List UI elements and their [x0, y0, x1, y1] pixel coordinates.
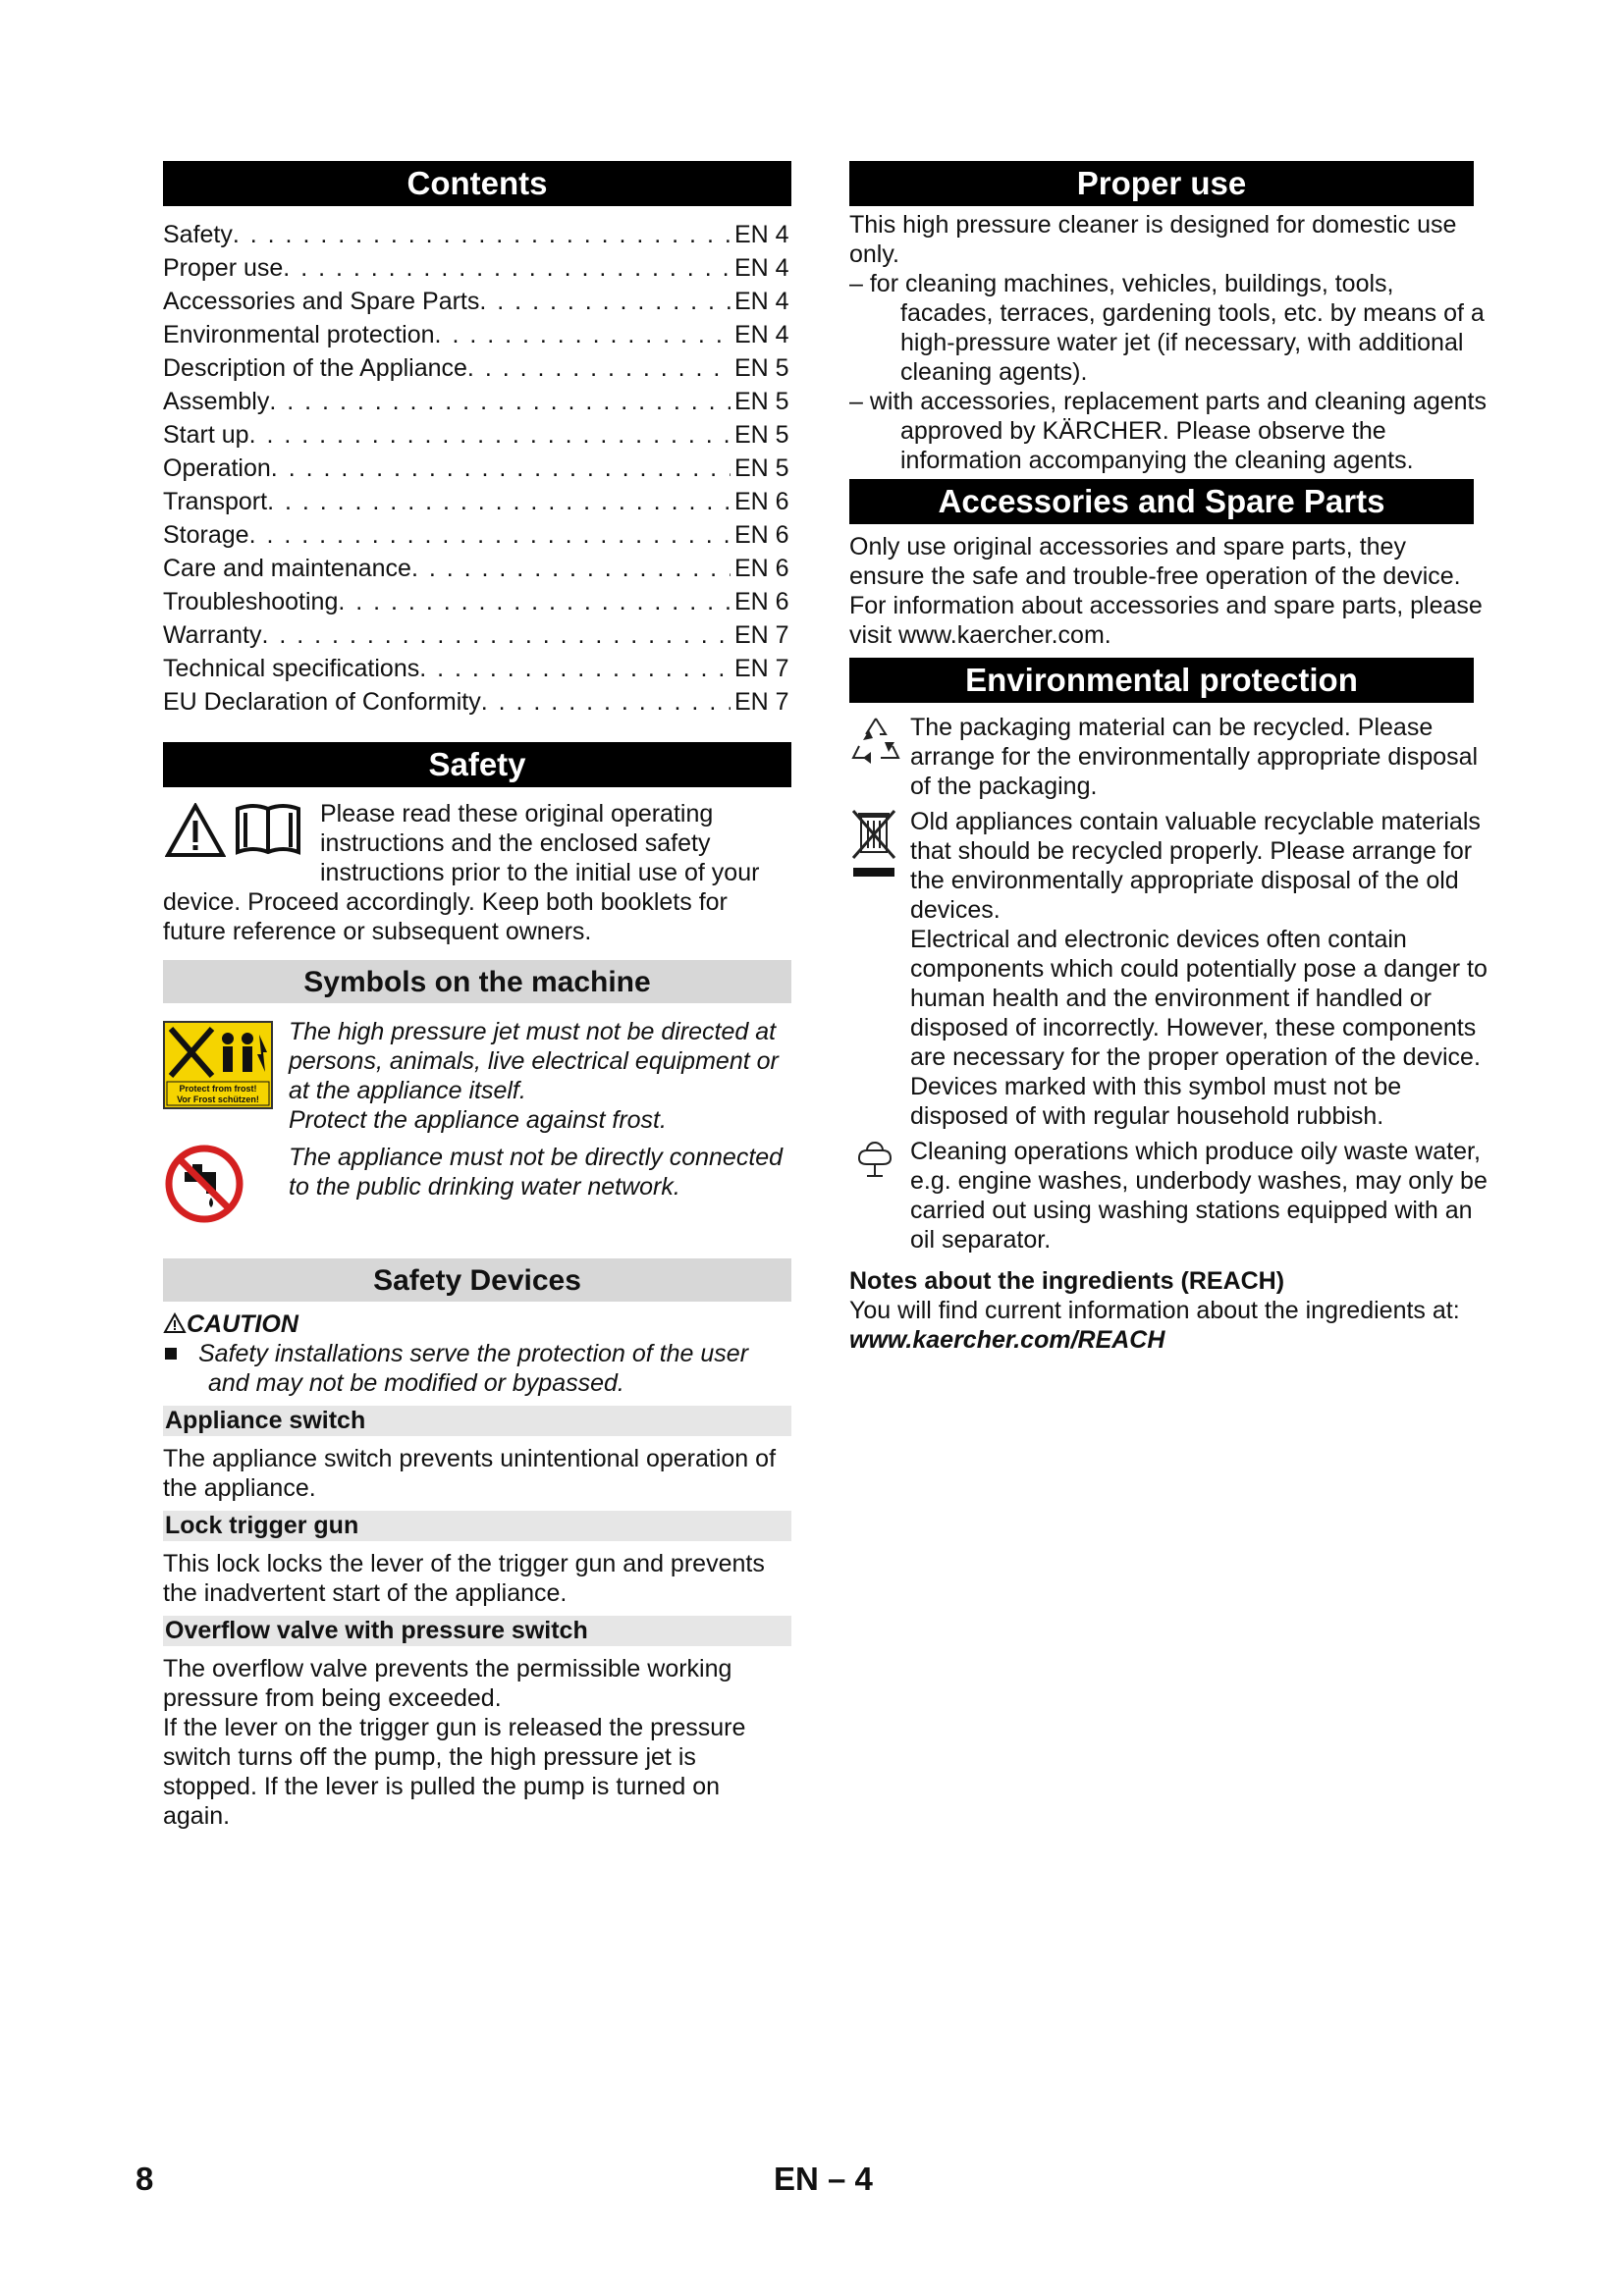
frost-label-de: Vor Frost schützen!: [177, 1095, 259, 1104]
toc-leader-dots: [435, 318, 731, 351]
warning-triangle-icon: [165, 803, 226, 858]
toc-leader-dots: [479, 285, 731, 318]
symbol-item1b-text: Protect the appliance against frost.: [289, 1106, 667, 1134]
safety-intro: [163, 799, 791, 946]
toc-page: EN 7: [734, 621, 789, 649]
toc-row: [163, 418, 791, 452]
env-oily-water: [849, 1137, 1488, 1255]
symbol-item1-text: The high pressure jet must not be directed at persons, animals, live electrical equipment or at the appliance itself.: [289, 1018, 779, 1104]
proper-use-intro: This high pressure cleaner is designed for domestic use only.: [849, 211, 1457, 268]
toc-leader-dots: [419, 652, 731, 685]
appliance-switch-heading: Appliance switch: [163, 1406, 791, 1436]
reach-text: You will find current information about the ingredients at:: [849, 1297, 1460, 1324]
recycle-icon: [849, 713, 902, 773]
toc-label: Assembly: [163, 388, 270, 415]
toc-label: Transport: [163, 488, 268, 515]
toc-row: [163, 218, 791, 251]
toc-page: EN 6: [734, 521, 789, 549]
env-old-appliances-text: Old appliances contain valuable recyclable materials that should be recycled properly. Please arrange for the environmentally appropriate disposal of the old devices.: [910, 808, 1481, 924]
toc-row: [163, 618, 791, 652]
toc-label: Safety: [163, 221, 233, 248]
symbols-list: [163, 1017, 791, 1231]
caution-text: Safety installations serve the protection of the user and may not be modified or bypassed.: [198, 1340, 749, 1397]
symbol-item-drinking-water: [163, 1143, 791, 1231]
environment-heading: Environmental protection: [849, 658, 1474, 703]
toc-leader-dots: [338, 585, 731, 618]
page-label: EN – 4: [774, 2161, 873, 2197]
accessories-heading: Accessories and Spare Parts: [849, 479, 1474, 524]
toc-label: Troubleshooting: [163, 588, 339, 615]
toc-page: EN 4: [734, 321, 789, 348]
toc-leader-dots: [249, 518, 731, 552]
toc-leader-dots: [249, 418, 731, 452]
safety-devices-heading: Safety Devices: [163, 1258, 791, 1302]
toc-label: Storage: [163, 521, 249, 549]
toc-label: Accessories and Spare Parts: [163, 288, 480, 315]
toc-page: EN 5: [734, 354, 789, 382]
manual-book-icon: [234, 801, 302, 858]
toc-label: Description of the Appliance: [163, 354, 467, 382]
left-column: [163, 161, 791, 1831]
page-number: 8: [135, 2161, 154, 2197]
caution-triangle-icon: [163, 1312, 187, 1334]
toc-page: EN 4: [734, 221, 789, 248]
oil-separator-icon: [855, 1137, 894, 1187]
accessories-text-1: Only use original accessories and spare parts, they ensure the safe and trouble-free operation of the device.: [849, 533, 1461, 590]
accessories-text-2: For information about accessories and spare parts, please visit www.kaercher.com.: [849, 592, 1483, 649]
toc-page: EN 7: [734, 655, 789, 682]
caution-block: [163, 1309, 791, 1398]
toc-row: [163, 385, 791, 418]
toc-row: [163, 318, 791, 351]
reach-title: Notes about the ingredients (REACH): [849, 1267, 1285, 1295]
overflow-valve-text-1: The overflow valve prevents the permissible working pressure from being exceeded.: [163, 1655, 732, 1712]
toc-label: Care and maintenance: [163, 555, 411, 582]
toc-label: Environmental protection: [163, 321, 435, 348]
contents-heading: Contents: [163, 161, 791, 206]
env-packaging-text: The packaging material can be recycled. Please arrange for the environmentally appropriate disposal of the packaging.: [910, 714, 1479, 800]
table-of-contents: [163, 218, 791, 719]
caution-title: [163, 1309, 791, 1339]
proper-use-item-2: – with accessories, replacement parts and cleaning agents approved by KÄRCHER. Please observe the information accompanying the cleaning agents.: [849, 388, 1487, 474]
right-column: [849, 161, 1488, 1355]
lock-trigger-text: This lock locks the lever of the trigger gun and prevents the inadvertent start of the appliance.: [163, 1550, 765, 1607]
toc-row: [163, 485, 791, 518]
toc-leader-dots: [411, 552, 731, 585]
toc-leader-dots: [233, 218, 731, 251]
toc-label: Proper use: [163, 254, 284, 282]
lock-trigger-heading: Lock trigger gun: [163, 1511, 791, 1541]
warning-and-manual-icons: [163, 799, 320, 860]
toc-row: [163, 285, 791, 318]
toc-row: [163, 585, 791, 618]
toc-leader-dots: [467, 351, 731, 385]
toc-label: Technical specifications: [163, 655, 420, 682]
reach-url: www.kaercher.com/REACH: [849, 1326, 1165, 1354]
crossed-bin-icon: [849, 807, 898, 892]
toc-label: Operation: [163, 454, 271, 482]
toc-page: EN 6: [734, 488, 789, 515]
toc-row: [163, 685, 791, 719]
env-old-appliances: [849, 807, 1488, 1131]
proper-use-item-1: – for cleaning machines, vehicles, buildings, tools, facades, terraces, gardening tools, etc. by means of a high-pressure water jet (if necessary, with additional cleaning agents).: [849, 270, 1485, 386]
env-packaging: [849, 713, 1488, 801]
frost-label-en: Protect from frost!: [179, 1084, 257, 1094]
toc-row: [163, 652, 791, 685]
env-oily-text: Cleaning operations which produce oily waste water, e.g. engine washes, underbody washes, may only be carried out using washing stations equipped with an oil separator.: [910, 1138, 1488, 1254]
toc-row: [163, 351, 791, 385]
caution-label: CAUTION: [187, 1310, 298, 1338]
toc-page: EN 4: [734, 288, 789, 315]
bullet-square-icon: [165, 1348, 177, 1360]
toc-row: [163, 552, 791, 585]
toc-row: [163, 452, 791, 485]
toc-leader-dots: [481, 685, 731, 719]
symbols-heading: Symbols on the machine: [163, 960, 791, 1003]
jet-frost-warning-icon: [163, 1021, 273, 1116]
no-drinking-water-icon: [163, 1143, 245, 1232]
toc-page: EN 7: [734, 688, 789, 716]
symbol-item2-text: The appliance must not be directly connected to the public drinking water network.: [289, 1144, 784, 1201]
toc-row: [163, 518, 791, 552]
toc-page: EN 4: [734, 254, 789, 282]
toc-page: EN 5: [734, 454, 789, 482]
toc-page: EN 5: [734, 421, 789, 449]
toc-label: EU Declaration of Conformity: [163, 688, 481, 716]
toc-label: Start up: [163, 421, 249, 449]
toc-page: EN 6: [734, 555, 789, 582]
toc-label: Warranty: [163, 621, 262, 649]
toc-leader-dots: [261, 618, 731, 652]
symbol-item-jet-frost: [163, 1017, 791, 1137]
toc-leader-dots: [267, 485, 731, 518]
caution-text-line: [163, 1339, 791, 1398]
toc-leader-dots: [271, 452, 731, 485]
proper-use-heading: Proper use: [849, 161, 1474, 206]
toc-page: EN 6: [734, 588, 789, 615]
safety-heading: Safety: [163, 742, 791, 787]
toc-row: [163, 251, 791, 285]
overflow-valve-text-2: If the lever on the trigger gun is released the pressure switch turns off the pump, the high pressure jet is stopped. If the lever is pulled the pump is turned on again.: [163, 1714, 746, 1830]
appliance-switch-text: The appliance switch prevents unintentional operation of the appliance.: [163, 1445, 777, 1502]
safety-intro-text: Please read these original operating instructions and the enclosed safety instructions prior to the initial use of your device. Proceed accordingly. Keep both booklets for future reference or subsequent owners.: [163, 800, 760, 945]
toc-leader-dots: [283, 251, 731, 285]
env-electrical-text: Electrical and electronic devices often contain components which could potentially pose a danger to human health and the environment if handled or disposed of incorrectly. However, these components are necessary for the proper operation of the device. Devices marked with this symbol must not be disposed of with regular household rubbish.: [910, 926, 1488, 1130]
toc-page: EN 5: [734, 388, 789, 415]
toc-leader-dots: [269, 385, 731, 418]
overflow-valve-heading: Overflow valve with pressure switch: [163, 1616, 791, 1646]
